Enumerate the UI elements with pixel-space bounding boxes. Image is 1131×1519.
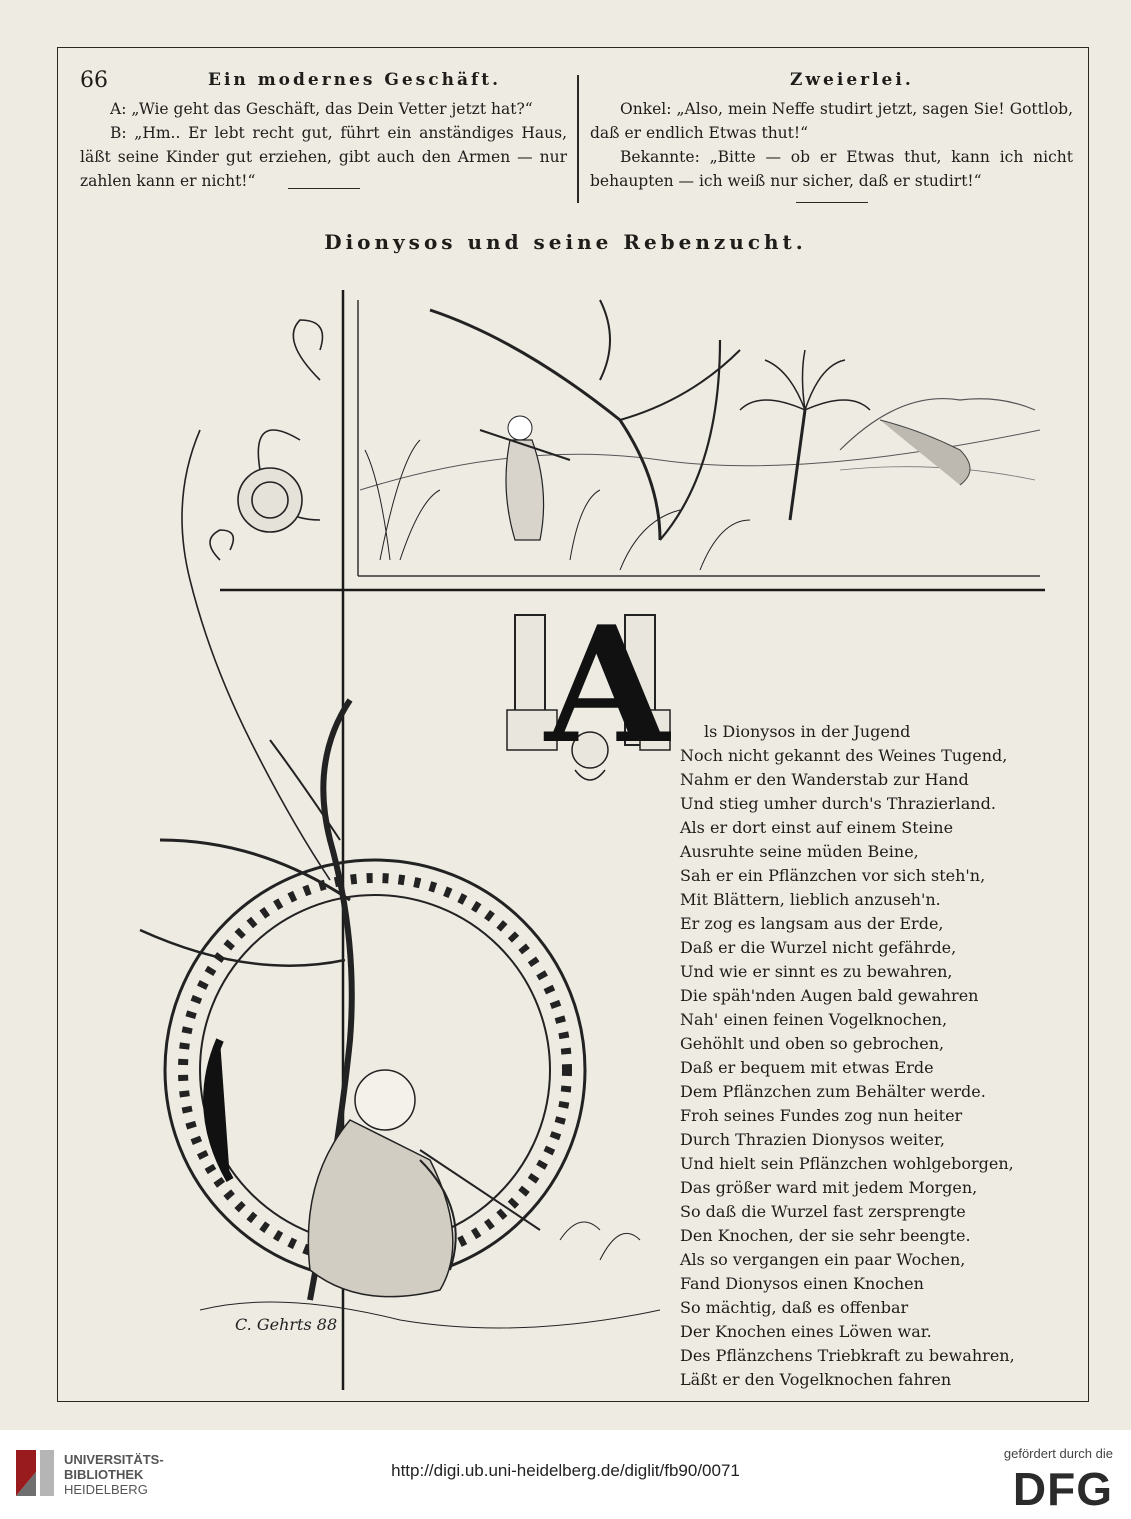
left-column-text [80, 97, 567, 193]
artist-signature: C. Gehrts 88 [235, 1315, 338, 1334]
poem-line: Als er dort einst auf einem Steine [680, 818, 954, 837]
poem-line: So daß die Wurzel fast zersprengte [680, 1202, 966, 1221]
dialogue-line: A: „Wie geht das Geschäft, das Dein Vetter jetzt hat?“ [110, 100, 533, 118]
poem-line: Sah er ein Pflänzchen vor sich steh'n, [680, 866, 986, 885]
left-column-end-rule [288, 188, 360, 189]
poem-line: Nahm er den Wanderstab zur Hand [680, 770, 969, 789]
poem-line: Daß er die Wurzel nicht gefährde, [680, 938, 957, 957]
poem-text [680, 720, 1015, 1392]
column-divider [577, 75, 579, 203]
poem-line: Froh seines Fundes zog nun heiter [680, 1106, 963, 1125]
poem-line: Noch nicht gekannt des Weines Tugend, [680, 746, 1008, 765]
funding-caption: gefördert durch die [1003, 1446, 1113, 1461]
poem-line: Die späh'nden Augen bald gewahren [680, 986, 979, 1005]
poem-line: Ausruhte seine müden Beine, [680, 842, 919, 861]
poem-line: Und stieg umher durch's Thrazierland. [680, 794, 996, 813]
poem-line: Läßt er den Vogelknochen fahren [680, 1370, 952, 1389]
dfg-logo: DFG [1012, 1463, 1113, 1515]
poem-line: Fand Dionysos einen Knochen [680, 1274, 924, 1293]
poem-line: Dem Pflänzchen zum Behälter werde. [680, 1082, 986, 1101]
poem-line: Daß er bequem mit etwas Erde [680, 1058, 934, 1077]
ornament-scroll [182, 320, 330, 880]
source-url[interactable]: http://digi.ub.uni-heidelberg.de/diglit/fb90/0071 [391, 1461, 740, 1480]
poem-line: Und wie er sinnt es zu bewahren, [680, 962, 953, 981]
poem-line: Das größer ward mit jedem Morgen, [680, 1178, 978, 1197]
poem-line: Der Knochen eines Löwen war. [680, 1322, 932, 1341]
poem-line: Durch Thrazien Dionysos weiter, [680, 1130, 945, 1149]
poem-line: ls Dionysos in der Jugend [704, 722, 911, 741]
decorative-initial: A [545, 591, 670, 779]
poem-line: Den Knochen, der sie sehr beengte. [680, 1226, 971, 1245]
page-number: 66 [80, 68, 108, 93]
right-column-title: Zweierlei. [790, 70, 914, 90]
poem-line: Mit Blättern, lieblich anzuseh'n. [680, 890, 941, 909]
library-name-line: HEIDELBERG [64, 1482, 148, 1497]
wanderer-figure [480, 416, 570, 540]
poem-line: So mächtig, daß es offenbar [680, 1298, 909, 1317]
poem-title: Dionysos und seine Rebenzucht. [324, 230, 807, 254]
dialogue-line: Bekannte: „Bitte — ob er Etwas thut, kann ich nicht behaupten — ich weiß nur sicher, daß er studirt!“ [590, 148, 1073, 190]
dialogue-line: Onkel: „Also, mein Neffe studirt jetzt, sagen Sie! Gottlob, daß er endlich Etwas thut!“ [590, 100, 1073, 142]
poem-line: Er zog es langsam aus der Erde, [680, 914, 944, 933]
left-column-title: Ein modernes Geschäft. [208, 70, 502, 90]
library-name-line: UNIVERSITÄTS- [64, 1452, 164, 1467]
poem-line: Als so vergangen ein paar Wochen, [680, 1250, 966, 1269]
dialogue-line: B: „Hm.. Er lebt recht gut, führt ein anständiges Haus, läßt seine Kinder gut erziehen, gibt auch den Armen — nur zahlen kann er nicht!“ [80, 124, 567, 190]
library-name-line: BIBLIOTHEK [64, 1467, 144, 1482]
right-column-text [590, 97, 1073, 193]
poem-line: Des Pflänzchens Triebkraft zu bewahren, [680, 1346, 1015, 1365]
right-column-end-rule [796, 202, 868, 203]
poem-line: Nah' einen feinen Vogelknochen, [680, 1010, 948, 1029]
poem-line: Gehöhlt und oben so gebrochen, [680, 1034, 945, 1053]
poem-line: Und hielt sein Pflänzchen wohlgeborgen, [680, 1154, 1014, 1173]
